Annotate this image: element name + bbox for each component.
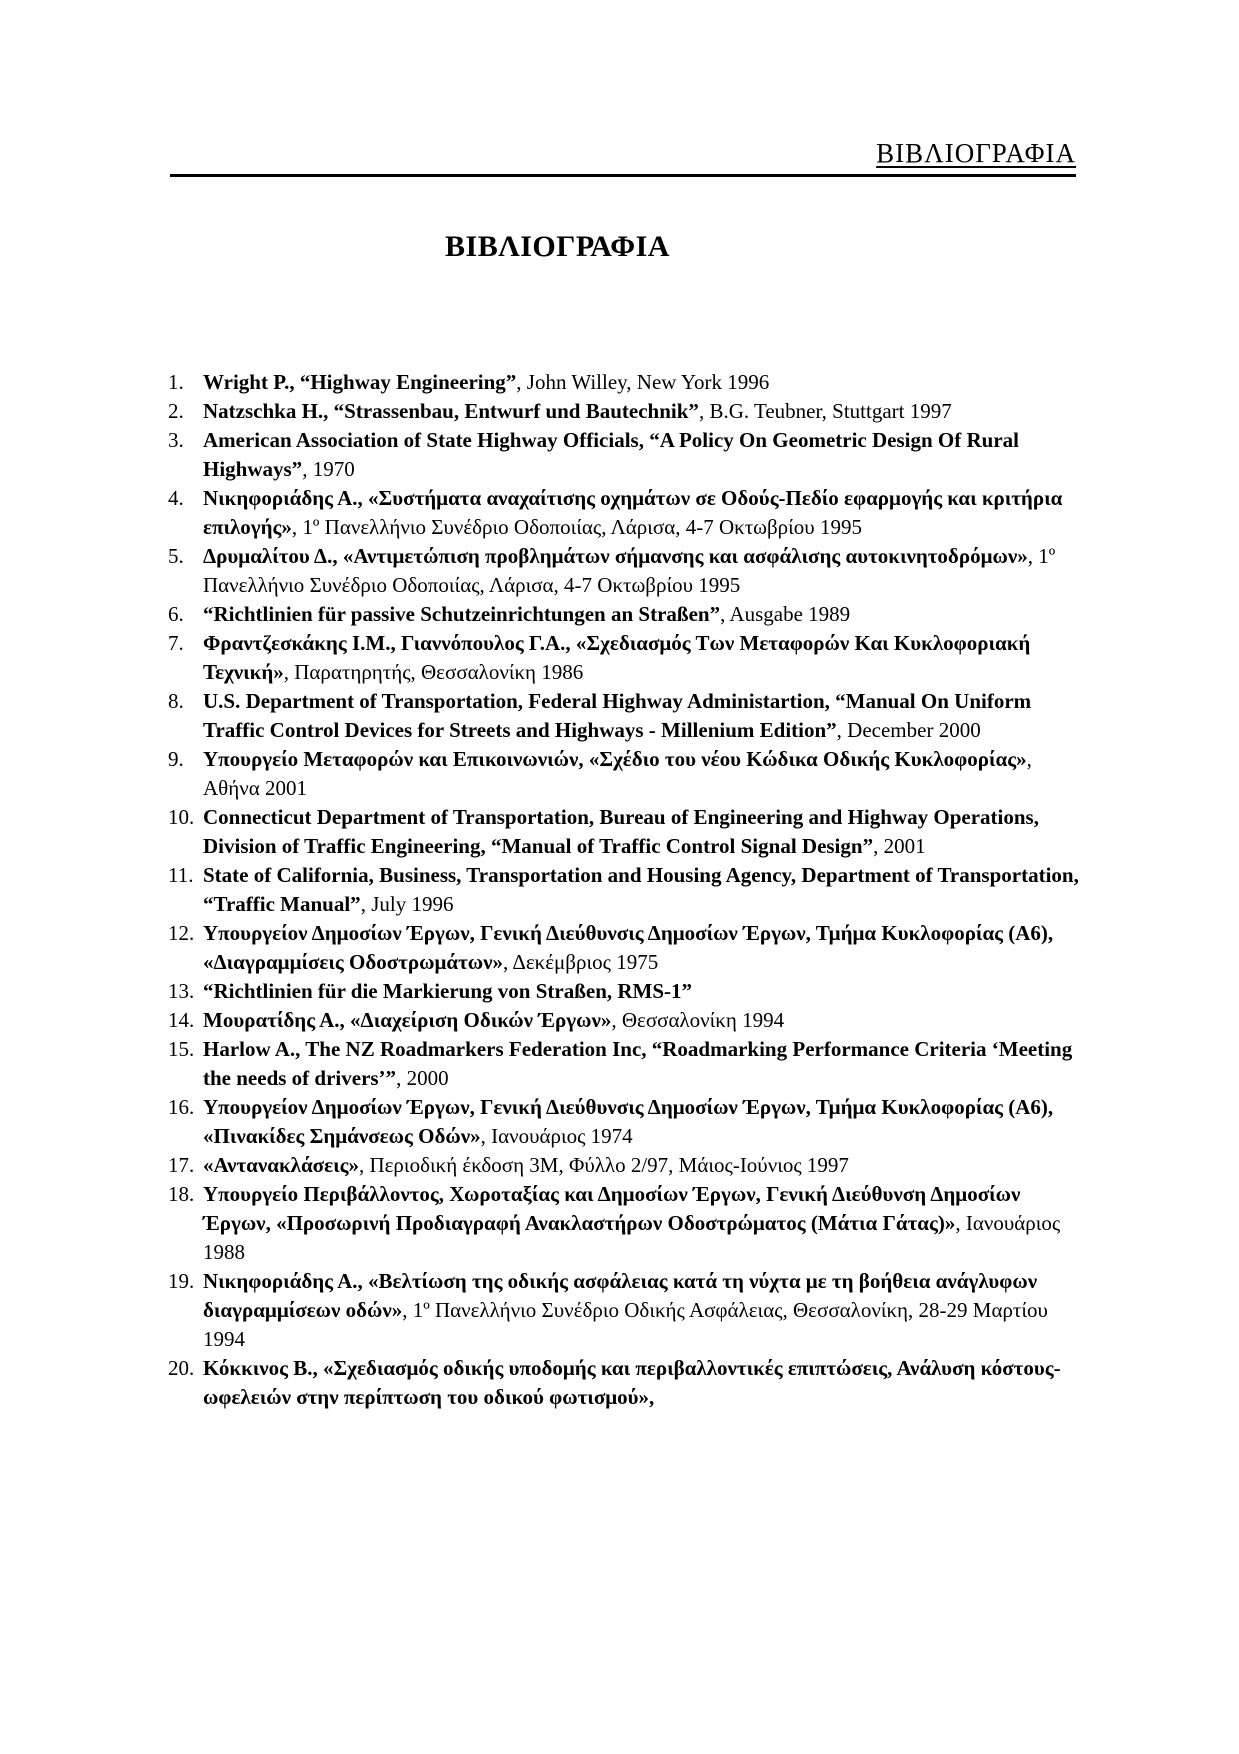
reference-text	[203, 542, 1080, 600]
reference-text	[203, 687, 1080, 745]
reference-list	[168, 368, 1080, 1412]
reference-number: 4.	[168, 486, 184, 510]
reference-item	[168, 745, 1080, 803]
reference-number: 13.	[168, 979, 195, 1003]
page-header	[170, 138, 1076, 177]
reference-text	[203, 397, 1080, 426]
reference-item	[168, 1267, 1080, 1354]
reference-detail: , Ιανουάριος 1988	[203, 1211, 1061, 1264]
reference-item	[168, 977, 1080, 1006]
reference-text	[203, 600, 1080, 629]
reference-detail: , Ausgabe 1989	[720, 602, 851, 626]
reference-text	[203, 484, 1080, 542]
reference-number: 17.	[168, 1153, 195, 1177]
reference-item	[168, 368, 1080, 397]
reference-title: Μουρατίδης Α., «Διαχείριση Οδικών Έργων»	[203, 1008, 612, 1032]
reference-detail: , 1970	[302, 457, 355, 481]
reference-item	[168, 1035, 1080, 1093]
reference-text	[203, 368, 1080, 397]
reference-text	[203, 629, 1080, 687]
reference-detail: , December 2000	[836, 718, 981, 742]
reference-item	[168, 397, 1080, 426]
reference-text	[203, 1035, 1080, 1093]
reference-number: 2.	[168, 399, 184, 423]
reference-detail: , Ιανουάριος 1974	[480, 1124, 633, 1148]
reference-title: Υπουργείον Δημοσίων Έργων, Γενική Διεύθυνσις Δημοσίων Έργων, Τμήμα Κυκλοφορίας (Α6), «Διαγραμμίσεις Οδοστρωμάτων»	[203, 921, 1054, 974]
reference-text	[203, 1267, 1080, 1354]
reference-text	[203, 745, 1080, 803]
reference-detail: , Αθήνα 2001	[203, 747, 1032, 800]
reference-text	[203, 919, 1080, 977]
reference-title: Φραντζεσκάκης Ι.Μ., Γιαννόπουλος Γ.Α., «Σχεδιασμός Των Μεταφορών Και Κυκλοφοριακή Τεχνική»	[203, 631, 1031, 684]
reference-title: Νικηφοριάδης Α., «Συστήματα αναχαίτισης οχημάτων σε Οδούς-Πεδίο εφαρμογής και κριτήρια επιλογής»	[203, 486, 1063, 539]
reference-text	[203, 861, 1080, 919]
reference-number: 14.	[168, 1008, 195, 1032]
reference-number: 18.	[168, 1182, 195, 1206]
reference-text	[203, 1093, 1080, 1151]
reference-text	[203, 977, 1080, 1006]
reference-title: Harlow A., The NZ Roadmarkers Federation Inc, “Roadmarking Performance Criteria ‘Meeting the needs of drivers’”	[203, 1037, 1073, 1090]
reference-title: Νικηφοριάδης Α., «Βελτίωση της οδικής ασφάλειας κατά τη νύχτα με τη βοήθεια ανάγλυφων διαγραμμίσεων οδών»	[203, 1269, 1038, 1322]
reference-item	[168, 687, 1080, 745]
reference-detail: , 2001	[873, 834, 926, 858]
reference-number: 12.	[168, 921, 195, 945]
reference-item	[168, 1151, 1080, 1180]
reference-title: Υπουργείο Περιβάλλοντος, Χωροταξίας και Δημοσίων Έργων, Γενική Διεύθυνση Δημοσίων Έργων, «Προσωρινή Προδιαγραφή Ανακλαστήρων Οδοστρώματος (Μάτια Γάτας)»	[203, 1182, 1021, 1235]
reference-detail: , 2000	[396, 1066, 449, 1090]
reference-number: 8.	[168, 689, 184, 713]
reference-detail: , Παρατηρητής, Θεσσαλονίκη 1986	[283, 660, 584, 684]
reference-detail: , 1º Πανελλήνιο Συνέδριο Οδικής Ασφάλειας, Θεσσαλονίκη, 28-29 Μαρτίου 1994	[203, 1298, 1048, 1351]
reference-text	[203, 1151, 1080, 1180]
reference-detail: , Περιοδική έκδοση 3Μ, Φύλλο 2/97, Μάιος-Ιούνιος 1997	[358, 1153, 849, 1177]
reference-number: 10.	[168, 805, 195, 829]
reference-title: «Αντανακλάσεις»	[203, 1153, 359, 1177]
reference-item	[168, 1354, 1080, 1412]
reference-item	[168, 1093, 1080, 1151]
reference-number: 5.	[168, 544, 184, 568]
reference-title: Δρυμαλίτου Δ., «Αντιμετώπιση προβλημάτων σήμανσης και ασφάλισης αυτοκινητοδρόμων»	[203, 544, 1028, 568]
reference-item	[168, 861, 1080, 919]
running-head-title: ΒΙΒΛΙΟΓΡΑΦΙΑ	[876, 138, 1076, 168]
reference-detail: , Θεσσαλονίκη 1994	[611, 1008, 785, 1032]
reference-item	[168, 629, 1080, 687]
reference-item	[168, 426, 1080, 484]
page-title: ΒΙΒΛΙΟΓΡΑΦΙΑ	[445, 230, 670, 263]
reference-title: Natzschka H., “Strassenbau, Entwurf und Bautechnik”	[203, 399, 699, 423]
reference-title: Υπουργείον Δημοσίων Έργων, Γενική Διεύθυνσις Δημοσίων Έργων, Τμήμα Κυκλοφορίας (Α6), «Πινακίδες Σημάνσεως Οδών»	[203, 1095, 1054, 1148]
reference-title: American Association of State Highway Officials, “A Policy On Geometric Design Of Rural Highways”	[203, 428, 1019, 481]
reference-title: Κόκκινος Β., «Σχεδιασμός οδικής υποδομής και περιβαλλοντικές επιπτώσεις, Ανάλυση κόστους-ωφελειών στην περίπτωση του οδικού φωτισμού»,	[203, 1356, 1061, 1409]
reference-number: 20.	[168, 1356, 195, 1380]
reference-text	[203, 1354, 1080, 1412]
reference-title: Wright P., “Highway Engineering”	[203, 370, 517, 394]
reference-detail: , 1º Πανελλήνιο Συνέδριο Οδοποιίας, Λάρισα, 4-7 Οκτωβρίου 1995	[291, 515, 862, 539]
reference-title: “Richtlinien für die Markierung von Straßen, RMS-1”	[203, 979, 693, 1003]
reference-detail: , B.G. Teubner, Stuttgart 1997	[698, 399, 952, 423]
reference-number: 1.	[168, 370, 184, 394]
reference-item	[168, 803, 1080, 861]
reference-number: 19.	[168, 1269, 195, 1293]
reference-number: 15.	[168, 1037, 195, 1061]
reference-number: 9.	[168, 747, 184, 771]
reference-detail: , 1º Πανελλήνιο Συνέδριο Οδοποιίας, Λάρισα, 4-7 Οκτωβρίου 1995	[203, 544, 1056, 597]
reference-detail: , John Willey, New York 1996	[516, 370, 770, 394]
reference-item	[168, 542, 1080, 600]
reference-item	[168, 600, 1080, 629]
reference-text	[203, 803, 1080, 861]
reference-item	[168, 1006, 1080, 1035]
reference-text	[203, 1006, 1080, 1035]
reference-title: U.S. Department of Transportation, Federal Highway Administartion, “Manual On Uniform Traffic Control Devices for Streets and Highways - Millenium Edition”	[203, 689, 1032, 742]
reference-number: 3.	[168, 428, 184, 452]
reference-text	[203, 1180, 1080, 1267]
reference-number: 11.	[168, 863, 194, 887]
reference-number: 6.	[168, 602, 184, 626]
reference-number: 7.	[168, 631, 184, 655]
reference-number: 16.	[168, 1095, 195, 1119]
reference-detail: , July 1996	[360, 892, 454, 916]
reference-item	[168, 919, 1080, 977]
reference-item	[168, 1180, 1080, 1267]
reference-text	[203, 426, 1080, 484]
reference-detail: , Δεκέμβριος 1975	[502, 950, 659, 974]
reference-item	[168, 484, 1080, 542]
reference-title: Υπουργείο Μεταφορών και Επικοινωνιών, «Σχέδιο του νέου Κώδικα Οδικής Κυκλοφορίας»	[203, 747, 1027, 771]
reference-title: Connecticut Department of Transportation, Bureau of Engineering and Highway Operations, Division of Traffic Engineering, “Manual of Traffic Control Signal Design”	[203, 805, 1039, 858]
reference-title: “Richtlinien für passive Schutzeinrichtungen an Straßen”	[203, 602, 721, 626]
reference-title: State of California, Business, Transportation and Housing Agency, Department of Transportation, “Traffic Manual”	[203, 863, 1079, 916]
